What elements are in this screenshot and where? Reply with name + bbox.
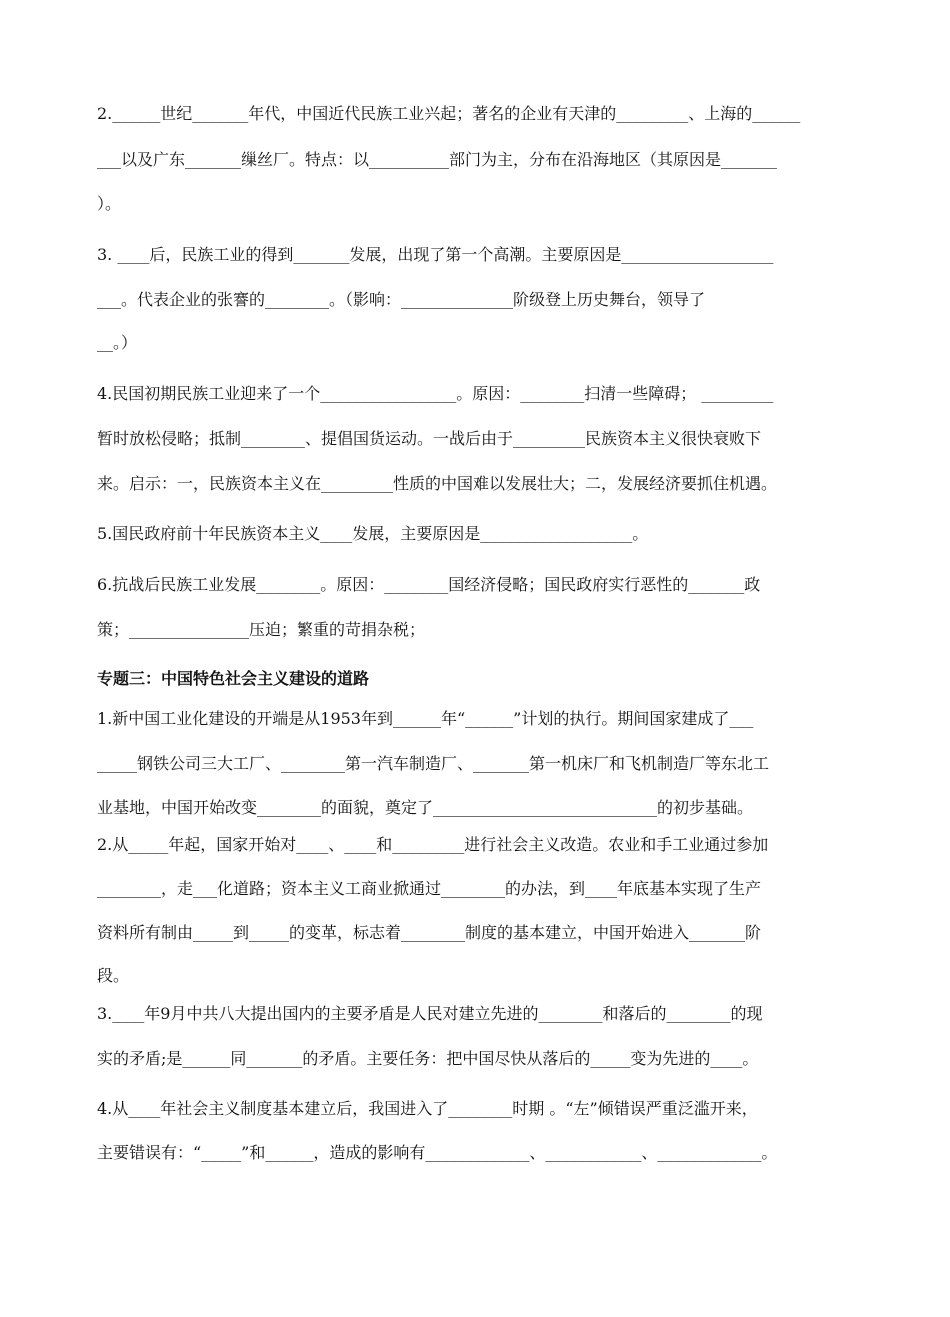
text-line: 来。启示：一，民族资本主义在_________性质的中国难以发展壮大；二，发展经济要抓住机遇。	[97, 474, 778, 493]
text-line: 策；_______________压迫；繁重的苛捐杂税；	[97, 620, 426, 639]
text-line: ___以及广东_______缫丝厂。特点：以__________部门为主，分布在沿海地区（其原因是_______	[97, 150, 778, 169]
text-line: 业基地，中国开始改变________的面貌，奠定了____________________________的初步基础。	[97, 798, 754, 817]
text-line: ）。	[97, 194, 122, 213]
text-line: 6.抗战后民族工业发展________。原因：________国经济侵略；国民政府实行恶性的_______政	[97, 575, 761, 594]
text-line: 4.民国初期民族工业迎来了一个_________________。原因：________扫清一些障碍； _________	[97, 384, 774, 403]
text-line: 5.国民政府前十年民族资本主义____发展，主要原因是___________________。	[97, 524, 649, 543]
text-line: 主要错误有：“_____”和______，造成的影响有_____________、____________、_____________。	[97, 1143, 778, 1162]
text-line: 3. ____后，民族工业的得到_______发展，出现了第一个高潮。主要原因是___________________	[97, 245, 774, 264]
text-line: __。）	[97, 333, 138, 352]
text-line: ________，走___化道路；资本主义工商业掀通过________的办法，到____年底基本实现了生产	[97, 879, 762, 898]
text-line: 1.新中国工业化建设的开端是从1953年到______年“______”计划的执行。期间国家建成了___	[97, 709, 754, 728]
text-line: 2.______世纪_______年代，中国近代民族工业兴起；著名的企业有天津的_________、上海的______	[97, 104, 801, 123]
text-line: 2.从_____年起，国家开始对____、____和_________进行社会主义改造。农业和手工业通过参加	[97, 835, 769, 854]
text-line: 3.____年9月中共八大提出国内的主要矛盾是人民对建立先进的________和落后的________的现	[97, 1004, 763, 1023]
section-heading: 专题三：中国特色社会主义建设的道路	[97, 669, 370, 688]
text-line: ___。代表企业的张謇的________。（影响：______________阶级登上历史舞台，领导了	[97, 290, 706, 309]
text-line: 实的矛盾;是______同_______的矛盾。主要任务：把中国尽快从落后的_____变为先进的____。	[97, 1049, 759, 1068]
text-line: 暂时放松侵略；抵制________、提倡国货运动。一战后由于_________民族资本主义很快衰败下	[97, 429, 762, 448]
text-line: _____钢铁公司三大工厂、________第一汽车制造厂、_______第一机床厂和飞机制造厂等东北工	[97, 754, 770, 773]
text-line: 段。	[97, 966, 130, 985]
text-line: 资料所有制由_____到_____的变革，标志着________制度的基本建立，中国开始进入_______阶	[97, 923, 762, 942]
text-line: 4.从____年社会主义制度基本建立后，我国进入了________时期 。“左”倾错误严重泛滥开来，	[97, 1099, 758, 1118]
